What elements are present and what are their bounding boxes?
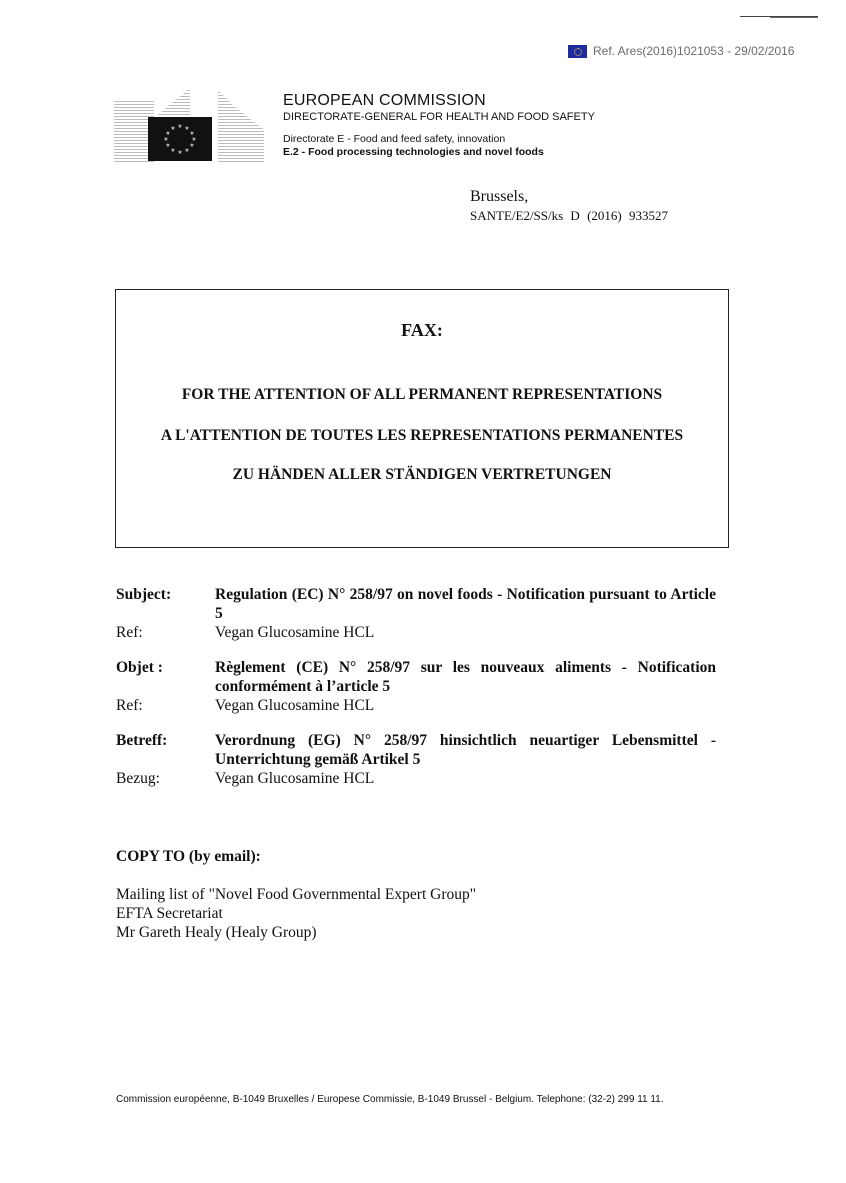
svg-text:★: ★ (170, 147, 176, 154)
city: Brussels, (470, 188, 529, 205)
copy-recipient: Mailing list of "Novel Food Governmental Expert Group" (116, 886, 477, 903)
scan-artifact (770, 17, 818, 18)
subject-label: Betreff: (116, 732, 168, 749)
attention-english: FOR THE ATTENTION OF ALL PERMANENT REPRESENTATIONS (181, 386, 663, 403)
organisation-header (283, 92, 595, 158)
copy-recipient: Mr Gareth Healy (Healy Group) (116, 924, 317, 941)
subject-text: Verordnung (EG) N° 258/97 hinsichtlich neuartiger Lebensmittel - Unterrichtung gemäß Artikel 5 (215, 732, 716, 768)
svg-text:★: ★ (163, 136, 169, 143)
svg-text:★: ★ (184, 125, 190, 132)
subject-block-french (116, 658, 716, 715)
svg-text:★: ★ (189, 130, 195, 137)
document-reference: SANTE/E2/SS/ks D (2016) 933527 (470, 208, 668, 223)
svg-text:★: ★ (184, 147, 190, 154)
svg-text:★: ★ (191, 136, 197, 143)
logo-hatching (154, 88, 190, 118)
subject-label: Subject: (116, 586, 172, 603)
svg-text:★: ★ (165, 130, 171, 137)
ares-reference (568, 44, 794, 58)
ref-value: Vegan Glucosamine HCL (215, 770, 375, 787)
subject-block-german (116, 731, 716, 788)
ref-label: Ref: (116, 697, 143, 714)
fax-box (115, 289, 729, 548)
fax-title: FAX: (401, 320, 443, 340)
eu-flag-icon (148, 117, 212, 161)
attention-french: A L'ATTENTION DE TOUTES LES REPRESENTATIONS PERMANENTES (160, 427, 684, 444)
attention-german: ZU HÄNDEN ALLER STÄNDIGEN VERTRETUNGEN (232, 466, 612, 483)
footer-address: Commission européenne, B-1049 Bruxelles / Europese Commissie, B-1049 Brussel - Belgium. Telephone: (32-2) 299 11 11. (116, 1094, 664, 1105)
copy-recipient: EFTA Secretariat (116, 905, 223, 922)
eu-flag-icon (568, 45, 587, 58)
ares-reference-text: Ref. Ares(2016)1021053 - 29/02/2016 (593, 44, 795, 58)
svg-text:★: ★ (177, 123, 183, 130)
place-and-reference (470, 188, 668, 224)
unit: E.2 - Food processing technologies and novel foods (283, 146, 544, 158)
ref-label: Bezug: (116, 770, 160, 787)
ref-value: Vegan Glucosamine HCL (215, 624, 375, 641)
copy-to-title: COPY TO (by email): (116, 848, 261, 865)
copy-to-section (116, 848, 476, 942)
ref-label: Ref: (116, 624, 143, 641)
directorate-general: DIRECTORATE-GENERAL FOR HEALTH AND FOOD SAFETY (283, 111, 595, 123)
european-commission-logo (114, 80, 269, 162)
svg-text:★: ★ (177, 149, 183, 156)
svg-text:★: ★ (189, 142, 195, 149)
subject-text: Règlement (CE) N° 258/97 sur les nouveaux aliments - Notification conformément à l’article 5 (215, 659, 716, 695)
svg-text:★: ★ (165, 142, 171, 149)
subject-label: Objet : (116, 659, 163, 676)
directorate: Directorate E - Food and feed safety, innovation (283, 133, 506, 145)
subject-block-english (116, 585, 716, 642)
logo-hatching (218, 90, 264, 162)
subject-section (116, 585, 716, 804)
org-name: EUROPEAN COMMISSION (283, 92, 486, 109)
subject-text: Regulation (EC) N° 258/97 on novel foods - Notification pursuant to Article 5 (215, 586, 716, 622)
svg-text:★: ★ (170, 125, 176, 132)
ref-value: Vegan Glucosamine HCL (215, 697, 375, 714)
